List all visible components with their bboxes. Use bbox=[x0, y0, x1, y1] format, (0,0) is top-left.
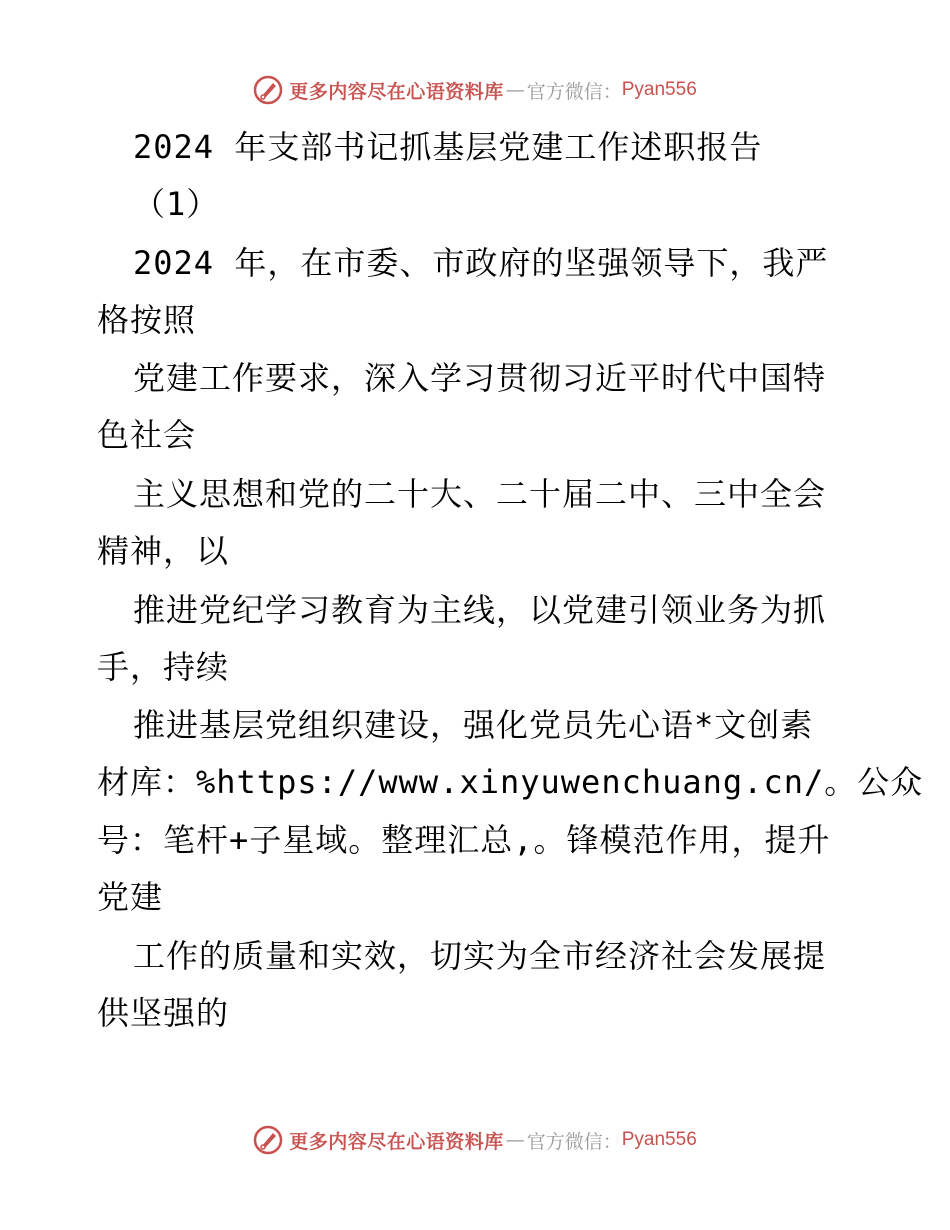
doc-paragraph-line: 推进党纪学习教育为主线，以党建引领业务为抓 bbox=[133, 591, 827, 629]
doc-paragraph-line: 供坚强的 bbox=[97, 994, 230, 1032]
watermark-wechat-label: 官方微信： bbox=[526, 80, 622, 103]
doc-paragraph-line: 格按照 bbox=[97, 301, 197, 339]
footer-watermark bbox=[0, 1120, 950, 1160]
doc-paragraph-line: 党建 bbox=[97, 878, 164, 916]
watermark-wechat-label: 官方微信： bbox=[526, 1130, 622, 1153]
doc-title-line: 2024 年支部书记抓基层党建工作述职报告 bbox=[133, 128, 763, 166]
doc-paragraph-line: 主义思想和党的二十大、二十届二中、三中全会 bbox=[133, 475, 827, 513]
watermark-lead-text: 更多内容尽在心语资料库 bbox=[289, 80, 504, 103]
doc-paragraph-line: 色社会 bbox=[97, 416, 197, 454]
watermark-dash: — bbox=[505, 1129, 525, 1151]
watermark-lead-text: 更多内容尽在心语资料库 bbox=[289, 1130, 504, 1153]
doc-paragraph-line: 号：笔杆+子星域。整理汇总,。锋模范作用，提升 bbox=[97, 821, 831, 859]
doc-paragraph-line: 精神，以 bbox=[97, 532, 230, 570]
doc-paragraph-line: 2024 年，在市委、市政府的坚强领导下，我严 bbox=[133, 244, 829, 282]
watermark-wechat-id: Pyan556 bbox=[621, 1129, 697, 1150]
doc-paragraph-line: 工作的质量和实效，切实为全市经济社会发展提 bbox=[133, 937, 827, 975]
doc-paragraph-line: 材库：%https://www.xinyuwenchuang.cn/。公众 bbox=[97, 763, 924, 801]
watermark-dash: — bbox=[505, 79, 525, 101]
doc-subtitle-line: （1） bbox=[133, 185, 220, 223]
pen-logo-icon bbox=[253, 1125, 283, 1155]
header-watermark bbox=[0, 70, 950, 110]
doc-paragraph-line: 党建工作要求，深入学习贯彻习近平时代中国特 bbox=[133, 359, 827, 397]
doc-paragraph-line: 手，持续 bbox=[97, 648, 230, 686]
doc-paragraph-line: 推进基层党组织建设，强化党员先心语*文创素 bbox=[133, 706, 814, 744]
pen-logo-icon bbox=[253, 75, 283, 105]
watermark-wechat-id: Pyan556 bbox=[621, 79, 697, 100]
